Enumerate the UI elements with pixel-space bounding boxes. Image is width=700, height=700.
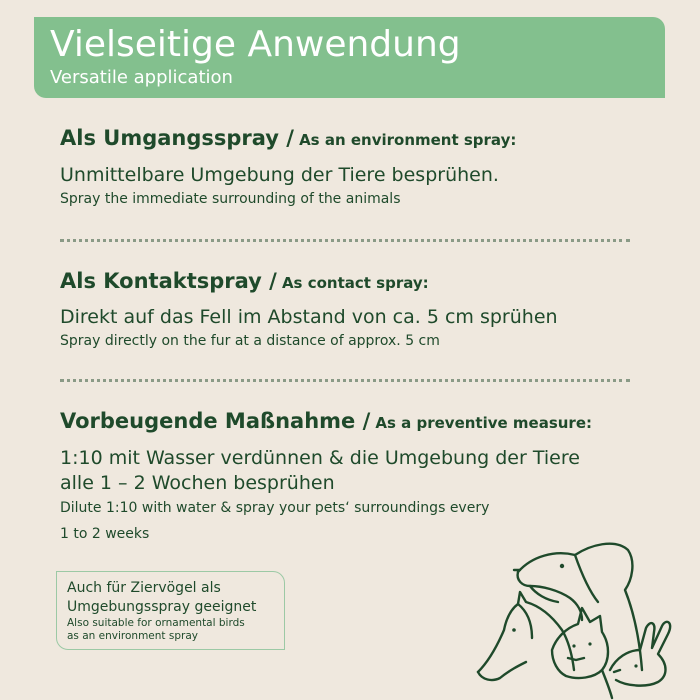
page-subtitle: Versatile application [50, 67, 233, 88]
instruction-de: Direkt auf das Fell im Abstand von ca. 5 cm sprühen [60, 306, 558, 328]
note-en-line-2: as an environment spray [67, 630, 198, 642]
section-heading-en: As contact spray: [281, 274, 429, 292]
animals-line-art-icon [470, 520, 700, 700]
section-heading [60, 406, 660, 438]
section-heading-de: Als Umgangsspray / [60, 126, 294, 150]
instruction-en: Spray the immediate surrounding of the animals [60, 191, 401, 207]
section-heading-de: Vorbeugende Maßnahme / [60, 409, 371, 433]
section-environment-spray [60, 123, 660, 211]
note-de-line-1: Auch für Ziervögel als [67, 580, 221, 596]
instruction-de-line-1: 1:10 mit Wasser verdünnen & die Umgebung der Tiere [60, 447, 580, 469]
instruction-de-line-2: alle 1 – 2 Wochen besprühen [60, 472, 335, 494]
instruction-en-line-1: Dilute 1:10 with water & spray your pets‘ surroundings every [60, 500, 490, 516]
dotted-divider [60, 239, 630, 242]
dotted-divider [60, 379, 630, 382]
section-contact-spray [60, 266, 660, 353]
instruction-en-line-2: 1 to 2 weeks [60, 526, 150, 542]
note-en-line-1: Also suitable for ornamental birds [67, 617, 245, 629]
header-banner [34, 17, 665, 98]
instruction-en: Spray directly on the fur at a distance of approx. 5 cm [60, 333, 440, 349]
page-title: Vielseitige Anwendung [50, 24, 461, 65]
section-heading-en: As a preventive measure: [375, 414, 593, 432]
section-heading-en: As an environment spray: [299, 131, 517, 149]
section-heading [60, 123, 660, 155]
note-de-line-2: Umgebungsspray geeignet [67, 599, 257, 615]
instruction-de: Unmittelbare Umgebung der Tiere besprühen. [60, 164, 499, 186]
section-heading-de: Als Kontaktspray / [60, 269, 277, 293]
section-heading [60, 266, 660, 298]
ornamental-birds-note [56, 571, 285, 650]
